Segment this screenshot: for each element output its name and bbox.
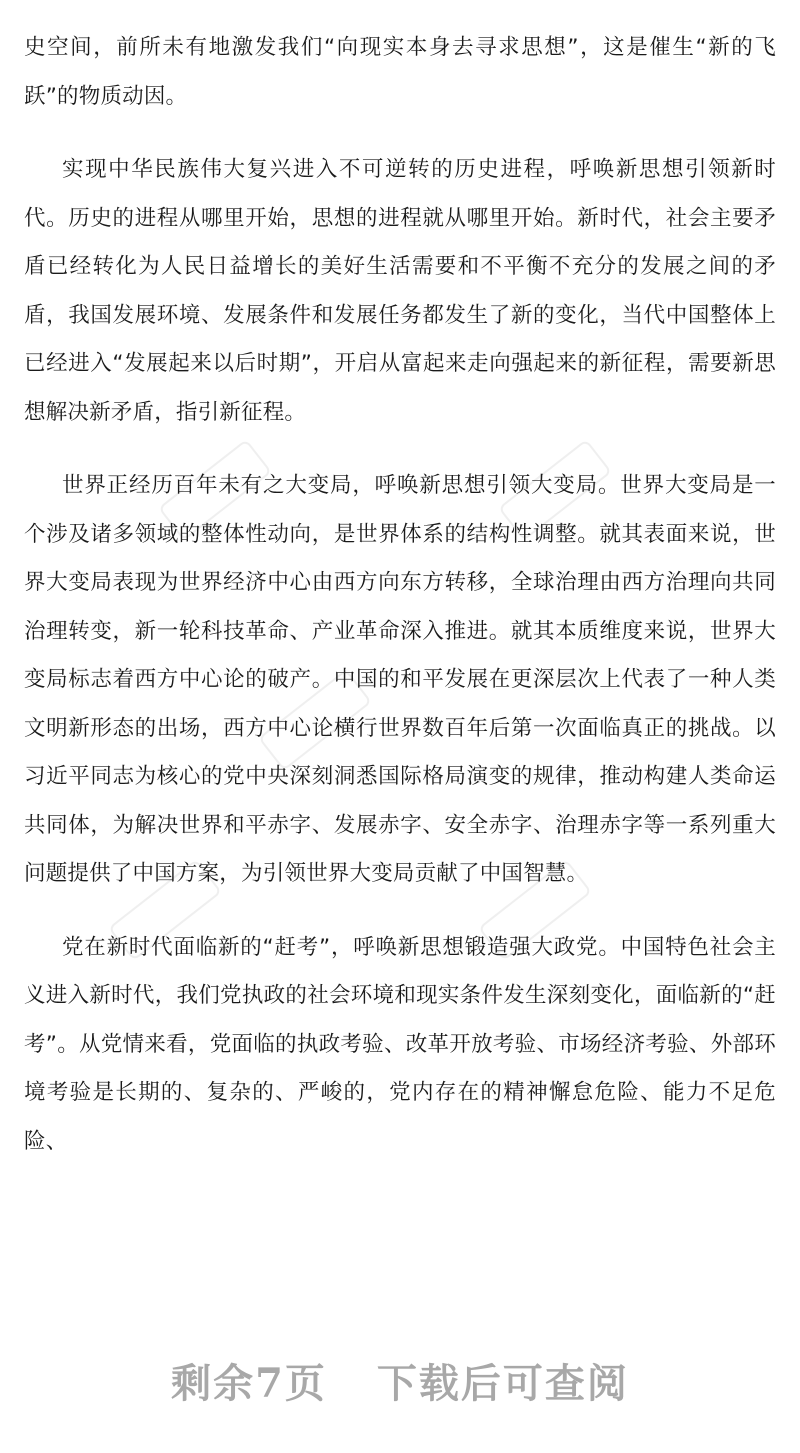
paragraph: 实现中华民族伟大复兴进入不可逆转的历史进程，呼唤新思想引领新时代。历史的进程从哪里开始，思想的进程就从哪里开始。新时代，社会主要矛盾已经转化为人民日益增长的美好生活需要和不平衡不充分的发展之间的矛盾，我国发展环境、发展条件和发展任务都发生了新的变化，当代中国整体上已经进入“发展起来以后时期”，开启从富起来走向强起来的新征程，需要新思想解决新矛盾，指引新征程。 [24, 157, 776, 425]
download-to-view-label[interactable]: 下载后可查阅 [376, 1359, 629, 1407]
remaining-pages-label: 剩余7页 [171, 1359, 327, 1407]
paragraph: 史空间，前所未有地激发我们“向现实本身去寻求思想”，这是催生“新的飞跃”的物质动因。 [24, 35, 776, 109]
download-prompt-banner[interactable] [0, 1350, 800, 1410]
document-body [24, 0, 776, 1166]
paragraph: 世界正经历百年未有之大变局，呼唤新思想引领大变局。世界大变局是一个涉及诸多领域的整体性动向，是世界体系的结构性调整。就其表面来说，世界大变局表现为世界经济中心由西方向东方转移，全球治理由西方治理向共同治理转变，新一轮科技革命、产业革命深入推进。就其本质维度来说，世界大变局标志着西方中心论的破产。中国的和平发展在更深层次上代表了一种人类文明新形态的出场，西方中心论横行世界数百年后第一次面临真正的挑战。以习近平同志为核心的党中央深刻洞悉国际格局演变的规律，推动构建人类命运共同体，为解决世界和平赤字、发展赤字、安全赤字、治理赤字等一系列重大问题提供了中国方案，为引领世界大变局贡献了中国智慧。 [24, 473, 776, 886]
paragraph: 党在新时代面临新的“赶考”，呼唤新思想锻造强大政党。中国特色社会主义进入新时代，我们党执政的社会环境和现实条件发生深刻变化，面临新的“赶考”。从党情来看，党面临的执政考验、改革开放考验、市场经济考验、外部环境考验是长期的、复杂的、严峻的，党内存在的精神懈怠危险、能力不足危险、 [24, 934, 776, 1154]
